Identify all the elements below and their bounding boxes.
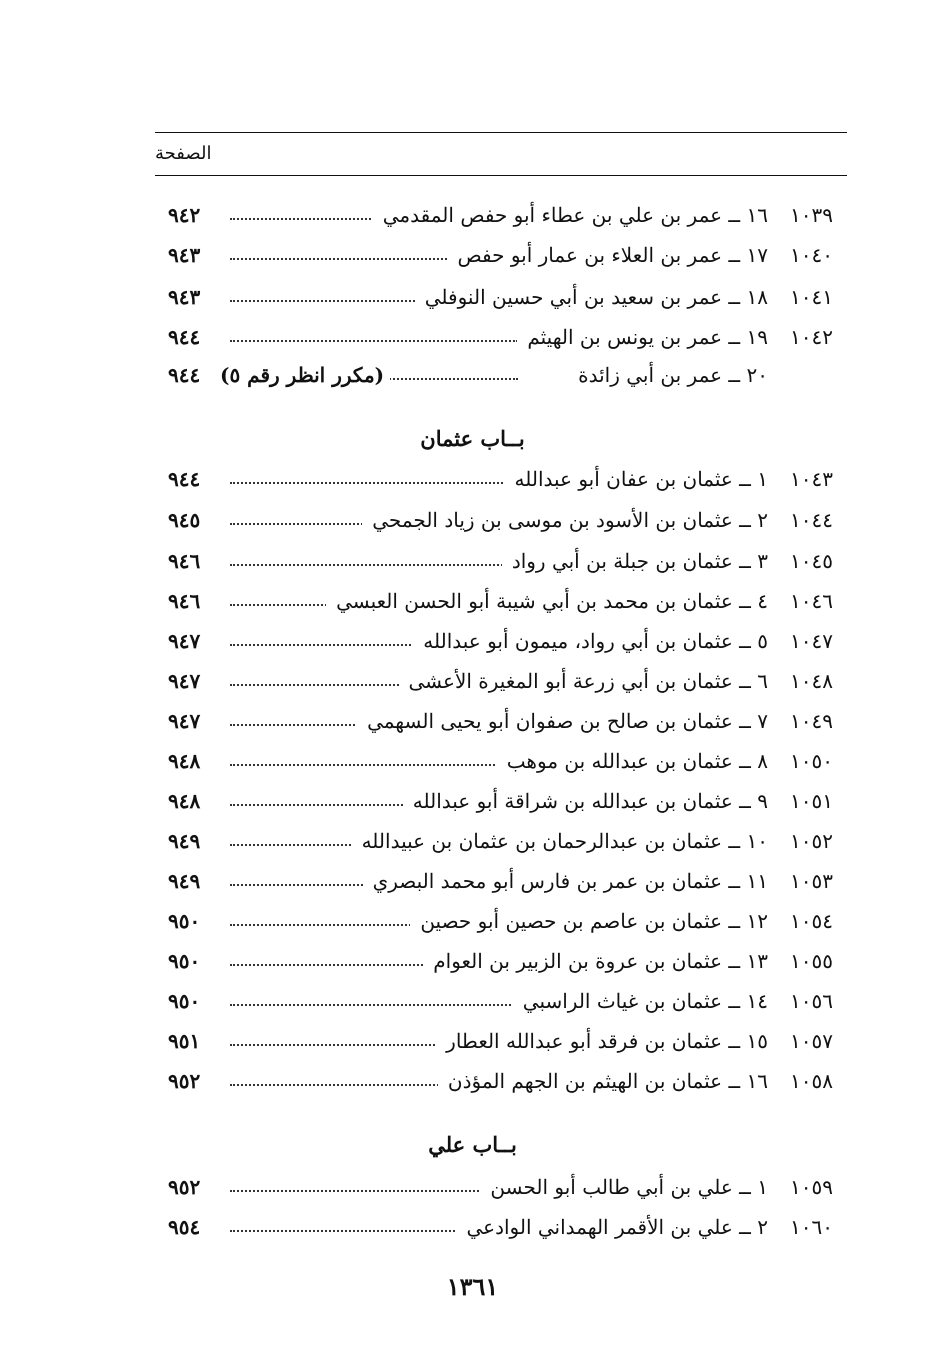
entry-title: ١٣ ــ عثمان بن عروة بن الزبير بن العوام — [423, 946, 768, 976]
entry-number: ١٠٤٧ — [790, 629, 833, 653]
entry-number: ١٠٥١ — [790, 789, 833, 813]
entry-number: ١٠٤١ — [790, 285, 833, 309]
header-rule — [155, 175, 847, 176]
entry-title: ٢ ــ عثمان بن الأسود بن موسى بن زياد الجمحي — [362, 505, 768, 535]
entry-title: ٢٠ ــ عمر بن أبي زائدة — [568, 360, 768, 390]
entry-page: ٩٤٩ — [168, 829, 201, 853]
entry-title: ١٠ ــ عثمان بن عبدالرحمان بن عثمان بن عبيدالله — [352, 826, 768, 856]
entry-number: ١٠٥٠ — [790, 749, 833, 773]
entry-title: ٦ ــ عثمان بن أبي زرعة أبو المغيرة الأعشى — [399, 666, 768, 696]
entry-number: ١٠٤٢ — [790, 325, 833, 349]
index-row — [168, 240, 848, 270]
section-title-ali: بــاب علي — [428, 1132, 517, 1157]
entry-page: ٩٤٤ — [168, 363, 201, 387]
entry-page: ٩٤٧ — [168, 669, 201, 693]
entry-number: ١٠٥٥ — [790, 949, 833, 973]
index-row — [168, 626, 848, 656]
index-row — [168, 1212, 848, 1242]
entry-page: ٩٤٧ — [168, 629, 201, 653]
index-row — [168, 360, 848, 390]
entry-number: ١٠٥٣ — [790, 869, 833, 893]
page-number: ١٣٦١ — [446, 1272, 499, 1301]
section-title-uthman: بــاب عثمان — [420, 426, 525, 451]
entry-title: ١٢ ــ عثمان بن عاصم بن حصين أبو حصين — [410, 906, 768, 936]
entry-title: ٩ ــ عثمان بن عبدالله بن شراقة أبو عبدالله — [403, 786, 768, 816]
entry-page: ٩٥٤ — [168, 1215, 201, 1239]
entry-page: ٩٤٨ — [168, 789, 201, 813]
entry-title: ٤ ــ عثمان بن محمد بن أبي شيبة أبو الحسن العبسي — [326, 586, 768, 616]
entry-number: ١٠٥٦ — [790, 989, 833, 1013]
entry-number: ١٠٤٥ — [790, 549, 833, 573]
index-row — [168, 1066, 848, 1096]
index-row — [168, 666, 848, 696]
entry-number: ١٠٥٩ — [790, 1175, 833, 1199]
entry-number: ١٠٥٢ — [790, 829, 833, 853]
entry-number: ١٠٦٠ — [790, 1215, 833, 1239]
entry-title: ١ ــ عثمان بن عفان أبو عبدالله — [505, 464, 768, 494]
entry-title: ١٩ ــ عمر بن يونس بن الهيثم — [517, 322, 768, 352]
entry-title: ٧ ــ عثمان بن صالح بن صفوان أبو يحيى السهمي — [357, 706, 768, 736]
leader-dots — [230, 752, 518, 766]
entry-page: ٩٤٩ — [168, 869, 201, 893]
entry-title: ٥ ــ عثمان بن أبي رواد، ميمون أبو عبدالله — [413, 626, 768, 656]
entry-number: ١٠٣٩ — [790, 203, 833, 227]
entry-title: ١٨ ــ عمر بن سعيد بن أبي حسين النوفلي — [415, 282, 768, 312]
entry-number: ١٠٤٣ — [790, 467, 833, 491]
entry-title: ١٤ ــ عثمان بن غياث الراسبي — [513, 986, 768, 1016]
entry-title: ١٧ ــ عمر بن العلاء بن عمار أبو حفص — [448, 240, 769, 270]
entry-title: ١٦ ــ عثمان بن الهيثم بن الجهم المؤذن — [438, 1066, 768, 1096]
page-column-header: الصفحة — [155, 143, 212, 164]
entry-number: ١٠٤٨ — [790, 669, 833, 693]
leader-dots — [230, 328, 518, 342]
index-row — [168, 586, 848, 616]
entry-page: ٩٤٤ — [168, 325, 201, 349]
entry-page: ٩٤٣ — [168, 243, 201, 267]
entry-page: ٩٤٦ — [168, 549, 201, 573]
entry-number: ١٠٤٠ — [790, 243, 833, 267]
entry-note: (مكرر انظر رقم ٥) — [220, 360, 390, 390]
index-row — [168, 706, 848, 736]
index-row — [168, 1172, 848, 1202]
entry-title: ٨ ــ عثمان بن عبدالله بن موهب — [497, 746, 768, 776]
index-row — [168, 866, 848, 896]
leader-dots — [230, 992, 518, 1006]
entry-number: ١٠٥٤ — [790, 909, 833, 933]
index-row — [168, 505, 848, 535]
entry-page: ٩٥٠ — [168, 949, 201, 973]
index-row — [168, 200, 848, 230]
index-row — [168, 746, 848, 776]
entry-number: ١٠٤٤ — [790, 508, 833, 532]
index-row — [168, 986, 848, 1016]
entry-title: ١٥ ــ عثمان بن فرقد أبو عبدالله العطار — [436, 1026, 768, 1056]
leader-dots — [378, 366, 518, 380]
entry-page: ٩٤٣ — [168, 285, 201, 309]
index-row — [168, 946, 848, 976]
entry-page: ٩٤٢ — [168, 203, 201, 227]
index-row — [168, 546, 848, 576]
index-row — [168, 464, 848, 494]
entry-number: ١٠٥٨ — [790, 1069, 833, 1093]
index-row — [168, 906, 848, 936]
entry-number: ١٠٤٩ — [790, 709, 833, 733]
entry-page: ٩٥٠ — [168, 989, 201, 1013]
leader-dots — [230, 1178, 518, 1192]
index-row — [168, 786, 848, 816]
entry-page: ٩٤٧ — [168, 709, 201, 733]
index-row — [168, 322, 848, 352]
entry-number: ١٠٤٦ — [790, 589, 833, 613]
entry-page: ٩٤٥ — [168, 508, 201, 532]
entry-page: ٩٤٦ — [168, 589, 201, 613]
index-row — [168, 1026, 848, 1056]
entry-page: ٩٤٤ — [168, 467, 201, 491]
leader-dots — [230, 552, 518, 566]
entry-title: ٣ ــ عثمان بن جبلة بن أبي رواد — [502, 546, 768, 576]
entry-title: ١٦ ــ عمر بن علي بن عطاء أبو حفص المقدمي — [373, 200, 768, 230]
index-row — [168, 282, 848, 312]
entry-page: ٩٤٨ — [168, 749, 201, 773]
entry-title: ١١ ــ عثمان بن عمر بن فارس أبو محمد البصري — [363, 866, 768, 896]
entry-number: ١٠٥٧ — [790, 1029, 833, 1053]
entry-title: ١ ــ علي بن أبي طالب أبو الحسن — [480, 1172, 768, 1202]
entry-page: ٩٥٢ — [168, 1069, 201, 1093]
entry-page: ٩٥٢ — [168, 1175, 201, 1199]
entry-title: ٢ ــ علي بن الأقمر الهمداني الوادعي — [456, 1212, 768, 1242]
entry-page: ٩٥٠ — [168, 909, 201, 933]
top-rule — [155, 132, 847, 133]
leader-dots — [230, 470, 518, 484]
index-row — [168, 826, 848, 856]
entry-page: ٩٥١ — [168, 1029, 201, 1053]
